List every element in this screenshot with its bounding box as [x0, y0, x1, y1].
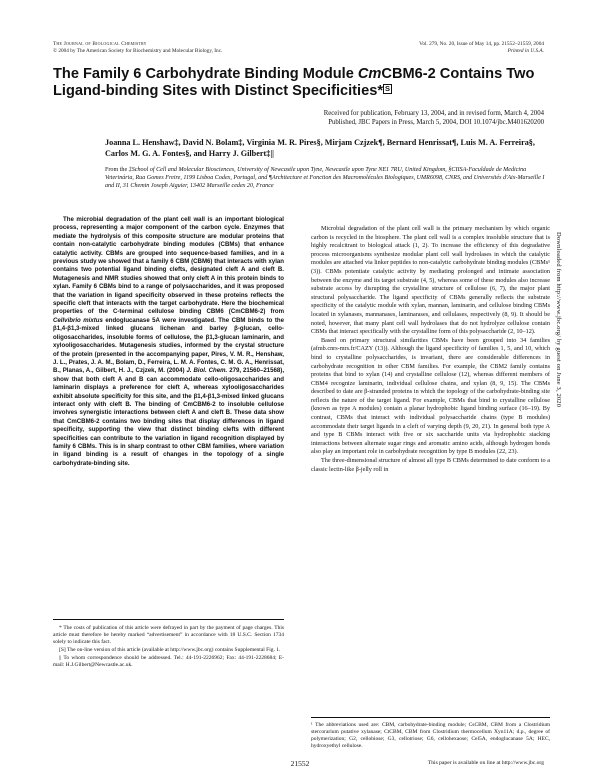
abstract-journal: J. Biol. Chem.: [186, 367, 228, 375]
received-date: Received for publication, February 13, 2004, and in revised form, March 4, 2004: [323, 110, 544, 117]
intro-paragraph-3: The three-dimensional structure of almost all type B CBMs determined to date conform to a classic lectin-like β-jelly roll in: [311, 457, 550, 473]
footnotes-left: [53, 619, 284, 669]
title-italic: Cm: [357, 66, 382, 82]
intro-paragraph-2: Based on primary structural similarities CBMs have been grouped into 34 families (afmb.cnrs-mrs.fr/CAZY (13)). Although the ligand specificity of families 1, 5, and 10, which bind to crystalline polysaccharides, is invariant, there are considerable differences in carbohydrate recognition in other CBM families. For example, the CBM2 family contains proteins that bind to xylan (14) and crystalline cellulose (12), whereas different members of CBM4 recognize laminarin, individual cellulose chains, and xylan (8, 9, 15). The CBMs described to date are β-stranded proteins in which the topology of the carbohydrate-binding site reflects the nature of the target ligand. For example, CBMs that bind to crystalline cellulose (known as type A modules) contain a planar hydrophobic ligand binding surface (16–19). By contrast, CBMs that interact with individual polysaccharide chains (type B modules) accommodate their target ligands in a cleft of varying depth (9, 20, 21). In general both type A and type B CBMs interact with five or six saccharide units via hydrophobic stacking interactions between alternate sugar rings and aromatic amino acids, although hydrogen bonds also play an important role in carbohydrate recognition by type B modules (22, 23).: [311, 336, 550, 456]
abstract-organism: Cellvibrio mixtus: [53, 316, 103, 324]
download-sidebar: Downloaded from http://www.jbc.org/ by guest on June 3, 2020: [555, 232, 562, 408]
author-list: Joanna L. Henshaw‡, David N. Bolam‡, Virginia M. R. Pires§, Mirjam Czjzek¶, Bernard Henrissat¶, Luis M. A. Ferreira§, Carlos M. G. A. Fontes§, and Harry J. Gilbert‡||: [105, 138, 535, 158]
abstract-part-3: 279, 21560–21568), show that both cleft A and B can accommodate cello-oligosaccharides and laminarin displays a preference for cleft A, whereas xylooligosaccharides exhibit absolute specificity for this site, and the β1,4-β1,3-mixed linked glucans interact only with cleft B. The binding of CmCBM6-2 to insoluble cellulose involves synergistic interactions between cleft A and cleft B. These data show that CmCBM6-2 contains two binding sites that display differences in ligand specificity, supporting the view that distinct binding clefts with different specificities can contribute to the variation in ligand recognition displayed by family 6 CBMs. This is in sharp contrast to other CBM families, where variation in ligand binding is a result of changes in the topology of a single carbohydrate-binding site.: [53, 367, 285, 467]
title-part-2: CBM6-2 Contains Two Ligand-binding Sites with Distinct Specificities*: [53, 66, 535, 99]
affiliation-body: ‡School of Cell and Molecular Biosciences, University of Newcastle upon Tyne, Newcastle upon Tyne NE1 7RU, United Kingdom, §CIISA-Faculdade de Medicina Veterinária, Rua Gomes Freire, 1199 Lisboa Codex, Portugal, and ¶Architecture et Fonction des Macromolécules Biologiques, UMR6098, CNRS, and Universités d'Aix-Marseille I and II, 31 Chemin Joseph Aiguier, 13402 Marseille cedex 20, France: [105, 167, 545, 189]
abstract-part-2: endoglucanase 5A were investigated. The CBM binds to the β1,4-β1,3-mixed linked glucans lichenan and barley β-glucan, cello-oligosaccharides, insoluble forms of cellulose, the β1,3-glucan laminarin, and xylooligosaccharides. Mutagenesis studies, informed by the crystal structure of the protein (presented in the accompanying paper, Pires, V. M. R., Henshaw, J. L., Prates, J. A. M., Bolam, D., Ferreira, L. M. A. Fontes, C. M. G. A., Henrissat, B., Planas, A., Gilbert, H. J., Czjzek, M. (2004): [53, 316, 284, 375]
introduction: [311, 225, 550, 474]
footnote-online: [S] The on-line version of this article (available at http://www.jbc.org) contains Supplemental Fig. 1.: [59, 646, 281, 653]
running-header-left: [53, 41, 222, 54]
publication-dates: [324, 110, 544, 127]
article-title: [53, 66, 553, 100]
running-header-right: [419, 41, 544, 54]
journal-name: The Journal of Biological Chemistry: [53, 41, 147, 47]
abstract: [53, 216, 284, 468]
volume-info: Vol. 279, No. 20, Issue of May 14, pp. 21552–21559, 2004: [419, 41, 544, 47]
affiliation-from: From the: [105, 167, 129, 173]
page-number: 21552: [290, 759, 310, 768]
supplemental-badge-icon: S: [385, 84, 391, 93]
title-part-1: The Family 6 Carbohydrate Binding Module: [53, 66, 358, 82]
printed-in: Printed in U.S.A.: [507, 47, 544, 54]
footnote-abbreviations: ¹ The abbreviations used are: CBM, carbohydrate-binding module; CsCBM, CBM from a Clostridium stercorarium putative xylanase; CtCBM, CBM from Clostridium thermocellum Xyn11A; d.p., degree of polymerization; G2, cellobiose; G3, cellotriose; G6, cellohexaose; Cel5A, endoglucanase 5A; HEC, hydroxyethyl cellulose.: [311, 717, 550, 750]
affiliations: [105, 166, 545, 190]
footnote-correspondence: || To whom correspondence should be addressed. Tel.: 44-191-2226962; Fax: 44-191-2228684; E-mail: H.J.Gilbert@Newcastle.ac.uk.: [53, 654, 284, 668]
abstract-part-1: The microbial degradation of the plant cell wall is an important biological process, representing a major component of the carbon cycle. Enzymes that mediate the hydrolysis of this composite structure are modular proteins that contain non-catalytic carbohydrate binding modules (CBMs) that enhance catalytic activity. CBMs are grouped into sequence-based families, and in a previous study we showed that a family 6 CBM (CBM6) that interacts with xylan contains two potential ligand binding clefts, designated cleft A and cleft B. Mutagenesis and NMR studies showed that only cleft A in this protein binds to xylan. Family 6 CBMs bind to a range of polysaccharides, and it was proposed that the variation in ligand specificity observed in these proteins reflects the specific cleft that interacts with the target carbohydrate. Here the biochemical properties of the C-terminal cellulose binding CBM6 (CmCBM6-2) from: [53, 216, 284, 316]
copyright-line: © 2004 by The American Society for Biochemistry and Molecular Biology, Inc.: [53, 47, 223, 54]
footer-url: This paper is available on line at http://www.jbc.org: [427, 760, 544, 766]
footnote-cost: * The costs of publication of this article were defrayed in part by the payment of page charges. This article must therefore be hereby marked “advertisement” in accordance with 18 U.S.C. Section 1734 solely to indicate this fact.: [53, 625, 284, 645]
intro-paragraph-1: Microbial degradation of the plant cell wall is the primary mechanism by which organic carbon is recycled in the biosphere. The plant cell wall is a complex insoluble structure that is highly recalcitrant to biological attack (1, 2). To increase the efficiency of this degradative process microorganisms synthesize modular plant cell wall hydrolases in which the catalytic modules are attached via linker peptides to non-catalytic carbohydrate binding modules (CBMs¹ (3)). CBMs potentiate catalytic activity by mediating prolonged and intimate association between the enzyme and its target substrate (4, 5), whereas some of these modules also increase substrate access by disrupting the crystalline structure of cellulose (6, 7), the major plant structural polysaccharide. The ligand specificity of CBMs generally reflects the substrate specificity of the catalytic module with xylan, mannan, laminarin, and cellulose binding CBMs located in xylanases, mannanases, laminarases, and cellulases, respectively (8, 9). It should be noted, however, that many plant cell wall hydrolases that do not hydrolyze cellulose contain CBMs that interact specifically with the crystalline form of this polysaccharide (2, 10–12).: [311, 225, 550, 336]
published-date: Published, JBC Papers in Press, March 5, 2004, DOI 10.1074/jbc.M401620200: [328, 118, 544, 126]
